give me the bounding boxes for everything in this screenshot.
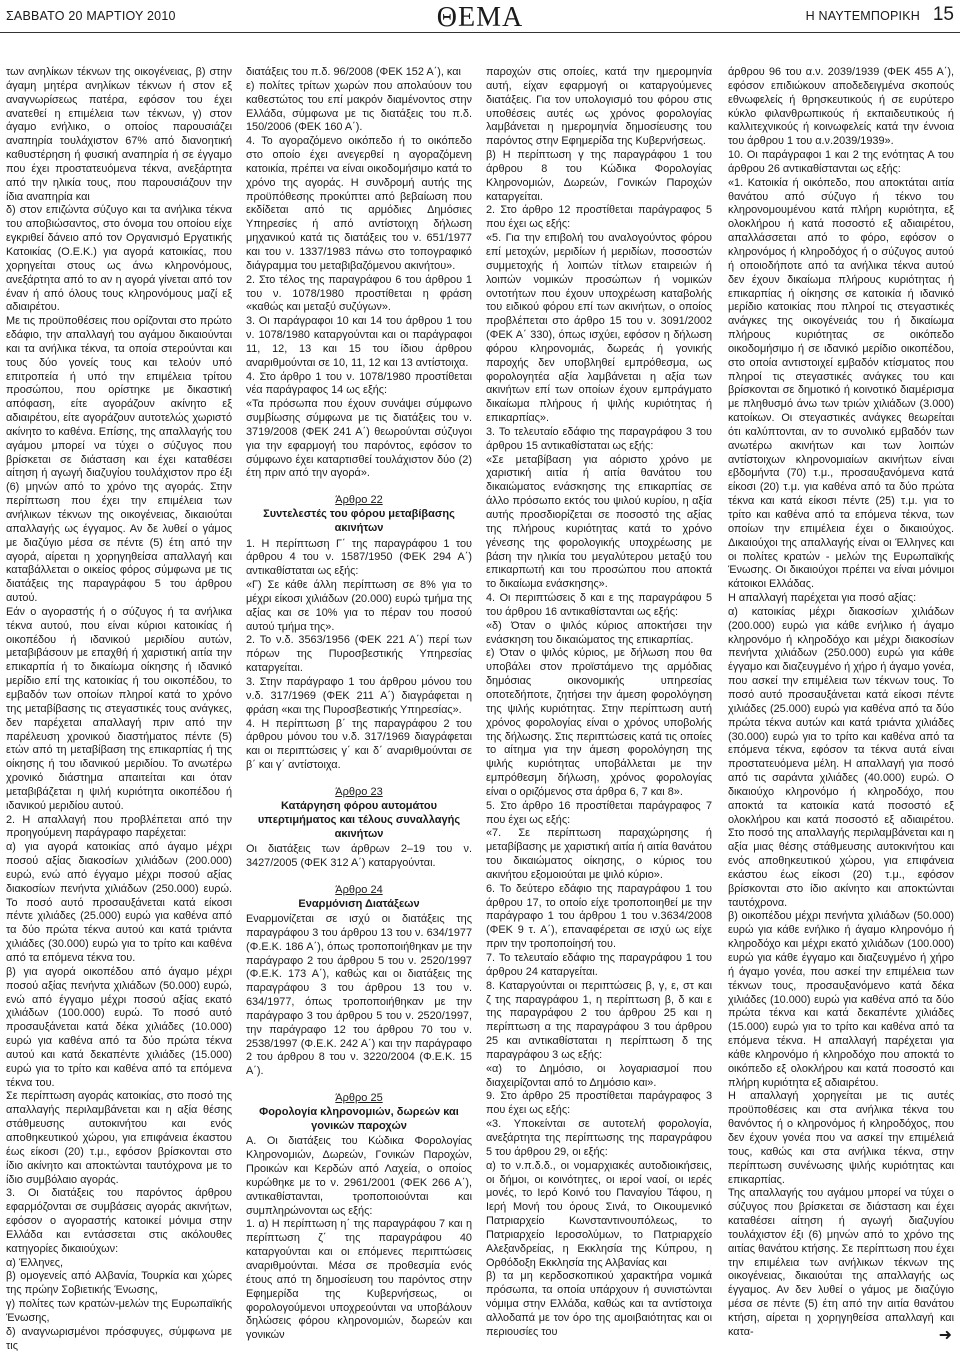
- paragraph: ε) πολίτες τρίτων χωρών που απολαύουν του καθεστώτος του επί μακρόν διαμένοντος στην Ελλάδα, σύμφωνα με τις διατάξεις του π.δ. 150/2006 (ΦΕΚ 160 Α΄).: [246, 79, 472, 134]
- paragraph: β) οικοπέδου μέχρι πενήντα χιλιάδων (50.000) ευρώ για κάθε ενήλικο ή άγαμο κληρονόμο ή κληροδόχο και μέχρι εκατό χιλιάδων (100.000) ευρώ για κάθε έγγαμο και διαζευγμένο ή χήρο ή άγαμο γονέα, που ασκεί την επιμέλεια των τέκνων τους, προσαυξανόμενο κατά δέκα χιλιάδες (10.000) ευρώ για καθένα από τα δύο πρώτα τέκνα και κατά δεκαπέντε χιλιάδες (15.000) ευρώ για το τρίτο και καθένα από τα επόμενα τέκνα. Η απαλλαγή παρέχεται για κάθε κληρονόμο ή κληροδόχο που αποκτά το οικόπεδο εξ ολοκλήρου και κατά ποσοστό και πλήρη κυριότητα εξ αδιαιρέτου.: [728, 910, 954, 1089]
- paragraph: 2. Στο τέλος της παραγράφου 6 του άρθρου 1 του ν. 1078/1980 προστίθεται η φράση «καθώς και μεταξύ συζύγων».: [246, 273, 472, 314]
- paragraph: 10. Οι παράγραφοι 1 και 2 της ενότητας Α του άρθρου 26 αντικαθίστανται ως εξής:: [728, 149, 954, 175]
- paragraph: 8. Καταργούνται οι περιπτώσεις β, γ, ε, στ και ζ της παραγράφου 1, η περίπτωση β, δ και ε της παραγράφου 2 του άρθρου 25 και η περίπτωση α της παραγράφου 3 του άρθρου 25 και αντικαθίσταται η περίπτωση δ της παραγράφου 3 ως εξής:: [486, 979, 712, 1061]
- paragraph: Εάν ο αγοραστής ή ο σύζυγος ή τα ανήλικα τέκνα αυτού, που είναι κύριοι κατοικίας ή οικοπέδου ή ιδανικού μεριδίου αυτών, μεταβιβάσουν με επαχθή ή χαριστική αιτία την επικαρπία ή το δικαίωμα οίκησης ή ιδανικό μερίδιο επί της κατοικίας ή του οικοπέδου, το εμβαδόν των οποίων πληροί κατά το χρόνο της μεταβίβασης τις στεγαστικές τους ανάγκες, δεν παρέχεται απαλλαγή πριν από την παρέλευση χρονικού διαστήματος πέντε (5) ετών από τη μεταβίβαση της επικαρπίας ή της οίκησης ή του ιδανικού μεριδίου. Το ανωτέρω χρονικό διάστημα απαιτείται και όταν μεταβιβάζεται η ψιλή κυριότητα οικοπέδου ή ιδανικού μεριδίου αυτού.: [6, 605, 232, 812]
- article-number: Άρθρο 25: [335, 1092, 383, 1105]
- paragraph: 9. Στο άρθρο 25 προστίθεται παράγραφος 3 που έχει ως εξής:: [486, 1090, 712, 1117]
- paragraph: β) Η περίπτωση γ της παραγράφου 1 του άρθρου 8 του Κώδικα Φορολογίας Κληρονομιών, Δωρεών, Γονικών Παροχών καταργείται.: [486, 149, 712, 203]
- paragraph: «1. Κατοικία ή οικόπεδο, που αποκτάται αιτία θανάτου από σύζυγο ή τέκνο του κληρονομουμένου κατά πλήρη κυριότητα, εξ ολοκλήρου ή κατά ποσοστό εξ αδιαιρέτου, απαλλάσσεται από το φόρο, εφόσον ο κληρονόμος ή κληροδόχος ή ο σύζυγος αυτού ή οποιοδήποτε από τα ανήλικα τέκνα αυτού δεν έχουν δικαίωμα πλήρους κυριότητας ή επικαρπίας ή οίκησης σε κατοικία ή ιδανικό μερίδιο κατοικίας που πληροί τις στεγαστικές ανάγκες της οικογένειάς του ή δικαίωμα πλήρους κυριότητας σε οικόπεδο οικοδομήσιμο ή σε ιδανικό μερίδιο οικοπέδου, στο οποία αντιστοιχεί εμβαδόν κτίσματος που πληροί τις στεγαστικές ανάγκες του και βρίσκονται σε δημοτικό ή κοινοτικό διαμέρισμα με πληθυσμό άνω των τριών χιλιάδων (3.000) κατοίκων. Οι στεγαστικές ανάγκες θεωρείται ότι καλύπτονται, αν το συνολικό εμβαδόν των ανωτέρω ακινήτων και των λοιπών αντίστοιχων κληρονομιαίων ακινήτων είναι εβδομήντα (70) τ.μ., προσαυξανόμενα κατά είκοσι (20) τ.μ. για καθένα από τα δύο πρώτα τέκνα και κατά είκοσι πέντε (25) τ.μ. για το τρίτο και καθένα από τα επόμενα τέκνα, των οποίων την επιμέλεια έχει ο δικαιούχος. Δικαιούχοι της απαλλαγής είναι οι Έλληνες και οι πολίτες κρατών - μελών της Ευρωπαϊκής Ένωσης. Οι δικαιούχοι πρέπει να είναι μόνιμοι κάτοικοι Ελλάδας.: [728, 176, 954, 591]
- paragraph: «Τα πρόσωπα που έχουν συνάψει σύμφωνο συμβίωσης σύμφωνα με τις διατάξεις του ν. 3719/2008 (ΦΕΚ 241 Α΄) θεωρούνται σύζυγοι για την εφαρμογή του παρόντος, εφόσον το σύμφωνο έχει καταρτισθεί τουλάχιστον δύο (2) έτη πριν από την αγορά».: [246, 398, 472, 480]
- article-heading: [246, 883, 472, 911]
- paragraph: «δ) Όταν ο ψιλός κύριος αποκτήσει την ενάσκηση του δικαιώματος της επικαρπίας.: [486, 619, 712, 646]
- paragraph: α) Έλληνες,: [6, 1256, 64, 1269]
- article-title: Εναρμόνιση Διατάξεων: [298, 897, 420, 910]
- paragraph: 3. Οι διατάξεις του παρόντος άρθρου εφαρμόζονται σε συμβάσεις αγοράς ακινήτων, εφόσον ο αγοραστής κατοικεί μόνιμα στην Ελλάδα και εντάσσεται στις ακόλουθες κατηγορίες δικαιούχων:: [6, 1187, 232, 1255]
- article-title: Κατάργηση φόρου αυτομάτου υπερτιμήματος και τέλους συναλλαγής ακινήτων: [257, 799, 461, 841]
- paragraph: 4. Η περίπτωση β΄ της παραγράφου 2 του άρθρου μόνου του ν.δ. 317/1969 διαγράφεται και οι περιπτώσεις γ΄ και δ΄ αναριθμούνται σε β΄ και γ΄ αντίστοιχα.: [246, 717, 472, 772]
- paragraph: δ) στον επιζώντα σύζυγο και τα ανήλικα τέκνα του αποβιώσαντος, στο όνομα του οποίου είχε εγκριθεί δάνειο από τον Οργανισμό Εργατικής Κατοικίας (Ο.Ε.Κ.) για αγορά κατοικίας, που χορηγείται στους ως άνω κληρονόμους, ανεξάρτητα από το αν η αγορά γίνεται από τον έναν ή από όλους τους κληρονόμους μαζί εξ αδιαιρέτου.: [6, 204, 232, 314]
- paragraph: Οι διατάξεις των άρθρων 2–19 του ν. 3427/2005 (ΦΕΚ 312 Α΄) καταργούνται.: [246, 843, 472, 870]
- paragraph: β) τα μη κερδοσκοπικού χαρακτήρα νομικά πρόσωπα, τα οποία υπάρχουν ή συνιστώνται νόμιμα στην Ελλάδα, καθώς και τα αντίστοιχα αλλοδαπά με τον όρο της αμοιβαιότητας και οι περιουσίες του: [486, 1270, 712, 1338]
- paragraph: α) κατοικίας μέχρι διακοσίων χιλιάδων (200.000) ευρώ για κάθε ενήλικο ή άγαμο κληρονόμο ή κληροδόχο και μέχρι διακοσίων πενήντα χιλιάδων (250.000) ευρώ για κάθε έγγαμο και διαζευγμένο ή χήρο ή άγαμο γονέα, που ασκεί την επιμέλεια των τέκνων τους. Το ποσό αυτό προσαυξάνεται κατά είκοσι πέντε χιλιάδες (25.000) ευρώ για καθένα από τα δύο πρώτα τέκνα αυτών και κατά τριάντα χιλιάδες (30.000) ευρώ για το τρίτο και καθένα από τα επόμενα τέκνα, εφόσον τα τέκνα αυτά είναι προστατευόμενα μέλη. Η απαλλαγή για ποσό από τις σαράντα χιλιάδες (40.000) ευρώ. Ο δικαιούχο κληρονόμο ή κληροδόχο, που αποκτά τα κατοικία κατά ποσοστό εξ ολοκλήρου και κατά ποσοστό εξ αδιαιρέτου. Στο ποσό της απαλλαγής περιλαμβάνεται και η αξία μιας θέσης στάθμευσης αυτοκινήτου και ενός αποθηκευτικού χώρου, για επιφάνεια εκάστου έως είκοσι (20) τ.μ., εφόσον βρίσκονται στο ίδιο ακίνητο και αποκτώνται ταυτόχρονα.: [728, 605, 954, 909]
- text-column-4: [728, 66, 954, 1338]
- paragraph: 2. Στο άρθρο 12 προστίθεται παράγραφος 5 που έχει ως εξής:: [486, 204, 712, 231]
- paragraph: 4. Οι περιπτώσεις δ και ε της παραγράφου 5 του άρθρου 16 αντικαθίστανται ως εξής:: [486, 592, 712, 618]
- header-rule: [0, 32, 960, 33]
- article-number: Άρθρο 24: [335, 883, 383, 896]
- paragraph: «Σε μεταβίβαση για αόριστο χρόνο με χαριστική αιτία ή αιτία θανάτου του δικαιώματος ενάσκησης της επικαρπίας σε άλλο πρόσωπο εκτός του ψιλού κυρίου, η αξία αυτής προσδιορίζεται σε ποσοστό της αξίας της πλήρους κυριότητας κατά το χρόνο γένεσης της φορολογικής υποχρέωσης με βάση την ηλικία του μεγαλύτερου μεταξύ του επικαρπωτή και του προσώπου που αποκτά το δικαίωμα ενάσκησης».: [486, 453, 712, 591]
- paragraph: 2. Η απαλλαγή που προβλέπεται από την προηγούμενη παράγραφο παρέχεται:: [6, 813, 232, 840]
- paragraph: παροχών στις οποίες, κατά την ημερομηνία αυτή, είχαν εφαρμογή οι καταργούμενες διατάξεις. Για τον υπολογισμό του φόρου στις υποθέσεις αυτές ως χρόνος φορολογίας λαμβάνεται η ημερομηνία δημοσίευσης του παρόντος στην Εφημερίδα της Κυβερνήσεως.: [486, 66, 712, 148]
- paragraph: 4. Στο άρθρο 1 του ν. 1078/1980 προστίθεται νέα παράγραφος 14 ως εξής:: [246, 370, 472, 397]
- paragraph: Η απαλλαγή παρέχεται για ποσό αξίας:: [728, 592, 917, 605]
- paragraph: β) ομογενείς από Αλβανία, Τουρκία και χώρες της πρώην Σοβιετικής Ένωσης,: [6, 1270, 232, 1297]
- paragraph: άρθρου 96 του α.ν. 2039/1939 (ΦΕΚ 455 Α΄), εφόσον επιδιώκουν αποδεδειγμένα σκοπούς εθνωφελείς ή θρησκευτικούς ή σε ευρύτερο κύκλο φιλανθρωπικούς ή εκπαιδευτικούς ή καλλιτεχνικούς ή κοινωφελείς κατά την έννοια του άρθρου 1 του α.ν.2039/1939».: [728, 66, 954, 148]
- section-logo: ΘΕΜΑ: [436, 2, 524, 33]
- paragraph: διατάξεις του π.δ. 96/2008 (ΦΕΚ 152 Α΄), και: [246, 66, 461, 78]
- continue-arrow-icon: ➜: [938, 1327, 952, 1344]
- paragraph: 5. Στο άρθρο 16 προστίθεται παράγραφος 7 που έχει ως εξής:: [486, 799, 712, 826]
- paragraph: 1. Η περίπτωση Γ΄ της παραγράφου 1 του άρθρου 4 του ν. 1587/1950 (ΦΕΚ 294 Α΄) αντικαθίσταται ως εξής:: [246, 537, 472, 578]
- paragraph: β) για αγορά οικοπέδου από άγαμο μέχρι ποσού αξίας πενήντα χιλιάδων (50.000) ευρώ, ενώ από έγγαμο μέχρι ποσού αξίας εκατό χιλιάδων (100.000) ευρώ. Το ποσό αυτό προσαυξάνεται κατά δέκα χιλιάδες (10.000) ευρώ για καθένα από τα δύο πρώτα τέκνα αυτού και κατά δεκαπέντε χιλιάδες (15.000) ευρώ για το τρίτο και καθένα από τα επόμενα τέκνα του.: [6, 965, 232, 1089]
- article-title: Φορολογία κληρονομιών, δωρεών και γονικών παροχών: [259, 1106, 459, 1133]
- article-heading: [246, 785, 472, 841]
- article-title: Συντελεστές του φόρου μεταβίβασης ακινήτων: [263, 508, 455, 535]
- paragraph: 7. Το τελευταίο εδάφιο της παραγράφου 1 του άρθρου 24 καταργείται.: [486, 952, 712, 978]
- paragraph: 4. Το αγοραζόμενο οικόπεδο ή το οικόπεδο στο οποίο έχει ανεγερθεί η αγοραζόμενη κατοικία, πρέπει να είναι οικοδομήσιμο κατά το χρόνο της αγοράς. Η συνδρομή αυτής της προϋπόθεσης προκύπτει από βεβαίωση που εκδίδεται από τις αρμόδιες Δημόσιες Υπηρεσίες ή από αντίστοιχη δήλωση μηχανικού κατά τις διατάξεις του ν. 651/1977 και του ν. 1337/1983 πάνω στο τοπογραφικό διάγραμμα του μεταβιβαζόμενου ακινήτου».: [246, 135, 472, 272]
- paragraph: 1. α) Η περίπτωση η΄ της παραγράφου 7 και η περίπτωση ζ΄ της παραγράφου 40 καταργούνται και οι επόμενες περιπτώσεις αναριθμούνται. Μέσα σε προθεσμία ενός έτους από τη δημοσίευση του παρόντος στην Εφημερίδα της Κυβερνήσεως, οι φορολογούμενοι υποχρεούνται να υποβάλουν δηλώσεις φόρου κληρονομιών, δωρεών και γονικών: [246, 1218, 472, 1342]
- paragraph: ε) Όταν ο ψιλός κύριος, με δήλωση που θα υποβάλει στον προϊστάμενο της αρμόδιας δημόσιας οικονομικής υπηρεσίας οποτεδήποτε, ζητήσει την άμεση φορολόγηση της ψιλής κυριότητας. Στην περίπτωση αυτή χρόνος φορολογίας είναι ο χρόνος υποβολής της δήλωσης. Στις περιπτώσεις κατά τις οποίες το αίτημα για την άμεση φορολόγηση της ψιλής κυριότητας υποβάλλεται με την εμπρόθεσμη δήλωση, χρόνος φορολογίας είναι ο οριζόμενος στα άρθρα 6, 7 και 8».: [486, 647, 712, 798]
- paragraph: Σε περίπτωση αγοράς κατοικίας, στο ποσό της απαλλαγής περιλαμβάνεται και η αξία θέσης στάθμευσης αυτοκινήτου και ενός αποθηκευτικού χώρου, για επιφάνεια έκαστου έως είκοσι (20) τ.μ., εφόσον βρίσκονται στο ίδιο ακίνητο και αποκτώνται ταυτόχρονα με το ίδιο συμβόλαιο αγοράς.: [6, 1090, 232, 1186]
- article-heading: [246, 493, 472, 535]
- paragraph: «Γ) Σε κάθε άλλη περίπτωση σε 8% για το μέχρι είκοσι χιλιάδων (20.000) ευρώ τμήμα της αξίας και σε 10% για το πέραν του ποσού αυτού τμήμα της».: [246, 579, 472, 633]
- paragraph: «5. Για την επιβολή του αναλογούντος φόρου επί μετοχών, μεριδίων ή μεριδίων, ποσοστών συμμετοχής ή λοιπών τίτλων εταιρειών ή λοιπών νομικών προσώπων ή νομικών οντοτήτων που έχουν υποχρέωση καταβολής του ειδικού φόρου επί των ακινήτων, ο οποίος προβλέπεται στο άρθρο 15 του ν. 3091/2002 (ΦΕΚ Α΄ 330), όπως ισχύει, εφόσον η δήλωση φόρου κληρονομιάς, δωρεάς ή γονικής παροχής δεν υποβληθεί εμπρόθεσμα, ως φορολογητέα αξία λαμβάνεται η αξία των ακινήτων επί των οποίων έχουν εμπράγματο δικαίωμα πλήρους ή ψιλής κυριότητας ή επικαρπίας».: [486, 232, 712, 425]
- paragraph: δ) αναγνωρισμένοι πρόσφυγες, σύμφωνα με τις: [6, 1325, 232, 1352]
- paragraph: «7. Σε περίπτωση παραχώρησης ή μεταβίβασης με χαριστική αιτία ή αιτία θανάτου του δικαιώματος οίκησης, ο κύριος του ακινήτου εξομοιούται με ψιλό κύριο».: [486, 827, 712, 881]
- paragraph: Α. Οι διατάξεις του Κώδικα Φορολογίας Κληρονομιών, Δωρεών, Γονικών Παροχών, Προικών και Κερδών από Λαχεία, ο οποίος κυρώθηκε με το ν. 2961/2001 (ΦΕΚ 266 Α΄), αντικαθίστανται, τροποποιούνται και συμπληρώνονται ως εξής:: [246, 1135, 472, 1217]
- paragraph: 3. Οι παράγραφοι 10 και 14 του άρθρου 1 του ν. 1078/1980 καταργούνται και οι παράγραφοι 11, 12, 13 και 15 του ίδιου άρθρου αναριθμούνται σε 10, 11, 12 και 13 αντίστοιχα.: [246, 315, 472, 369]
- page-header: [0, 0, 960, 34]
- paragraph: 6. Το δεύτερο εδάφιο της παραγράφου 1 του άρθρου 17, το οποίο είχε τροποποιηθεί με την παράγραφο 1 του άρθρου 1 του ν.3634/2008 (ΦΕΚ 9 τ. Α΄), επαναφέρεται σε ισχύ ως είχε πριν την τροποποίησή του.: [486, 882, 712, 951]
- article-heading: [246, 1091, 472, 1133]
- paragraph: «α) το Δημόσιο, οι λογαριασμοί που διαχειρίζονται από το Δημόσιο και».: [486, 1062, 712, 1089]
- paragraph: 3. Στην παράγραφο 1 του άρθρου μόνου του ν.δ. 317/1969 (ΦΕΚ 211 Α΄) διαγράφεται η φράση «και της Πυροσβεστικής Υπηρεσίας».: [246, 675, 472, 716]
- paragraph: Εναρμονίζεται σε ισχύ οι διατάξεις της παραγράφου 3 του άρθρου 13 του ν. 634/1977 (Φ.Ε.Κ. 186 Α΄), όπως τροποποιήθηκαν με την παράγραφο 2 του άρθρου 5 του ν. 2520/1997 (Φ.Ε.Κ. 173 Α΄), καθώς και οι διατάξεις της παραγράφου 3 του άρθρου 13 του ν. 634/1977, όπως τροποποιήθηκαν με την παράγραφο 3 του άρθρου 5 του ν. 2520/1997, την παράγραφο 12 του άρθρου 70 του ν. 2538/1997 (Φ.Ε.Κ. 242 Α΄) και την παράγραφο 2 του άρθρου 8 του ν. 3220/2004 (Φ.Ε.Κ. 15 Α΄).: [246, 913, 472, 1078]
- paragraph: γ) πολίτες των κρατών-μελών της Ευρωπαϊκής Ένωσης,: [6, 1298, 232, 1324]
- issue-date: ΣΑΒΒΑΤΟ 20 ΜΑΡΤΙΟΥ 2010: [6, 9, 176, 23]
- paragraph: Με τις προϋποθέσεις που ορίζονται στο πρώτο εδάφιο, την απαλλαγή του αγάμου δικαιούνται και τα ανήλικα τέκνα, τα οποία στερούνται και τους δύο γονείς τους και τελούν υπό επιτροπεία ή υπό την επιμέλεια τρίτου προσώπου, που ορίστηκε με δικαστική απόφαση, είτε αγοράζουν ακίνητο εξ αδιαιρέτου, είτε αγοράζουν αυτοτελώς χωριστό ακίνητο το καθένα. Επίσης, της απαλλαγής του αγάμου μπορεί να τύχει ο σύζυγος που βρίσκεται σε διάσταση και έχει καταθέσει αίτηση ή αγωγή διαζυγίου τουλάχιστον προ έξι (6) μηνών από το χρόνο της αγοράς. Στην περίπτωση που έχει την επιμέλεια των ανήλικων τέκνων της οικογένειας, δικαιούται απαλλαγής ως έγγαμος. Αν δε λυθεί ο γάμος με διαζύγιο μέσα σε πέντε (5) έτη από την αγορά, αίρεται η χορηγηθείσα απαλλαγή και καταβάλλεται ο οικείος φόρος σύμφωνα με τις διατάξεις της παραγράφου 5 του άρθρου αυτού.: [6, 315, 232, 605]
- paragraph: των ανηλίκων τέκνων της οικογένειας, β) στην άγαμη μητέρα ανηλίκων τέκνων ή στον εξ αναγνωρίσεως πατέρα, εφόσον του έχει ανατεθεί η επιμέλεια των τέκνων, γ) στον άγαμο ενήλικο, ο οποίος παρουσιάζει αναπηρία τουλάχιστον 67% από διανοητική καθυστέρηση ή φυσική αναπηρία ή σε έγγαμο που έχει προστατευόμενα τέκνα, ανεξάρτητα από την ηλικία τους, που παρουσιάζουν την ίδια αναπηρία και: [6, 66, 232, 203]
- paragraph: α) το ν.π.δ.δ., οι νομαρχιακές αυτοδιοικήσεις, οι δήμοι, οι κοινότητες, οι ιεροί ναοί, οι ιερές μονές, το Ιερό Κοινό του Παναγίου Τάφου, η Ιερή Μονή του όρους Σινά, το Οικουμενικό Πατριαρχείο Κωνσταντινουπόλεως, το Πατριαρχείο Ιεροσολύμων, το Πατριαρχείο Αλεξανδρείας, η Εκκλησία της Κύπρου, η Ορθόδοξη Εκκλησία της Αλβανίας και: [486, 1159, 712, 1269]
- paragraph: Της απαλλαγής του αγάμου μπορεί να τύχει ο σύζυγος που βρίσκεται σε διάσταση και έχει καταθέσει αίτηση ή αγωγή διαζυγίου τουλάχιστον έξι (6) μηνών από το χρόνο της αιτίας θανάτου κτήσης. Σε περίπτωση που έχει την επιμέλεια των ανήλικων τέκνων της οικογένειας, δικαιούται της απαλλαγής ως έγγαμος. Αν δεν λυθεί ο γάμος με διαζύγιο μέσα σε πέντε (5) έτη από την αιτία θανάτου κτήση, αίρεται η χορηγηθείσα απαλλαγή και κατα-: [728, 1187, 954, 1338]
- paragraph: α) για αγορά κατοικίας από άγαμο μέχρι ποσού αξίας διακοσίων χιλιάδων (200.000) ευρώ, ενώ από έγγαμο μέχρι ποσού αξίας διακοσίων πενήντα χιλιάδων (250.000) ευρώ. Το ποσό αυτό προσαυξάνεται κατά είκοσι πέντε χιλιάδες (25.000) ευρώ για καθένα από τα δύο πρώτα τέκνα αυτού και κατά τριάντα χιλιάδες (30.000) ευρώ για το τρίτο και καθένα από τα επόμενα τέκνα του.: [6, 841, 232, 964]
- article-number: Άρθρο 23: [335, 785, 383, 798]
- page-number: 15: [932, 4, 954, 25]
- article-number: Άρθρο 22: [335, 494, 383, 507]
- paragraph: «3. Υποκείνται σε αυτοτελή φορολογία, ανεξάρτητα της περίπτωσης της παραγράφου 5 του άρθρου 29, οι εξής:: [486, 1118, 712, 1158]
- newspaper-name: Η ΝΑΥΤΕΜΠΟΡΙΚΗ: [805, 9, 920, 23]
- paragraph: 3. Το τελευταίο εδάφιο της παραγράφου 3 του άρθρου 15 αντικαθίσταται ως εξής:: [486, 425, 712, 452]
- text-column-3: [486, 66, 712, 1338]
- paragraph: 2. Το ν.δ. 3563/1956 (ΦΕΚ 221 Α΄) περί των πόρων της Πυροσβεστικής Υπηρεσίας καταργείται.: [246, 634, 472, 675]
- text-column-1: [6, 66, 232, 1352]
- paragraph: Η απαλλαγή χορηγείται με τις αυτές προϋποθέσεις και στα ανήλικα τέκνα του θανόντος ή ο κληρονόμος ή κληροδόχος, που δεν έχουν γονέα που να ασκεί την επιμέλειά τους, καθώς και στα ανήλικα τέκνα, στην περίπτωση συνένωσης ψιλής κυριότητας και επικαρπίας.: [728, 1090, 954, 1186]
- text-column-2: [246, 66, 472, 1342]
